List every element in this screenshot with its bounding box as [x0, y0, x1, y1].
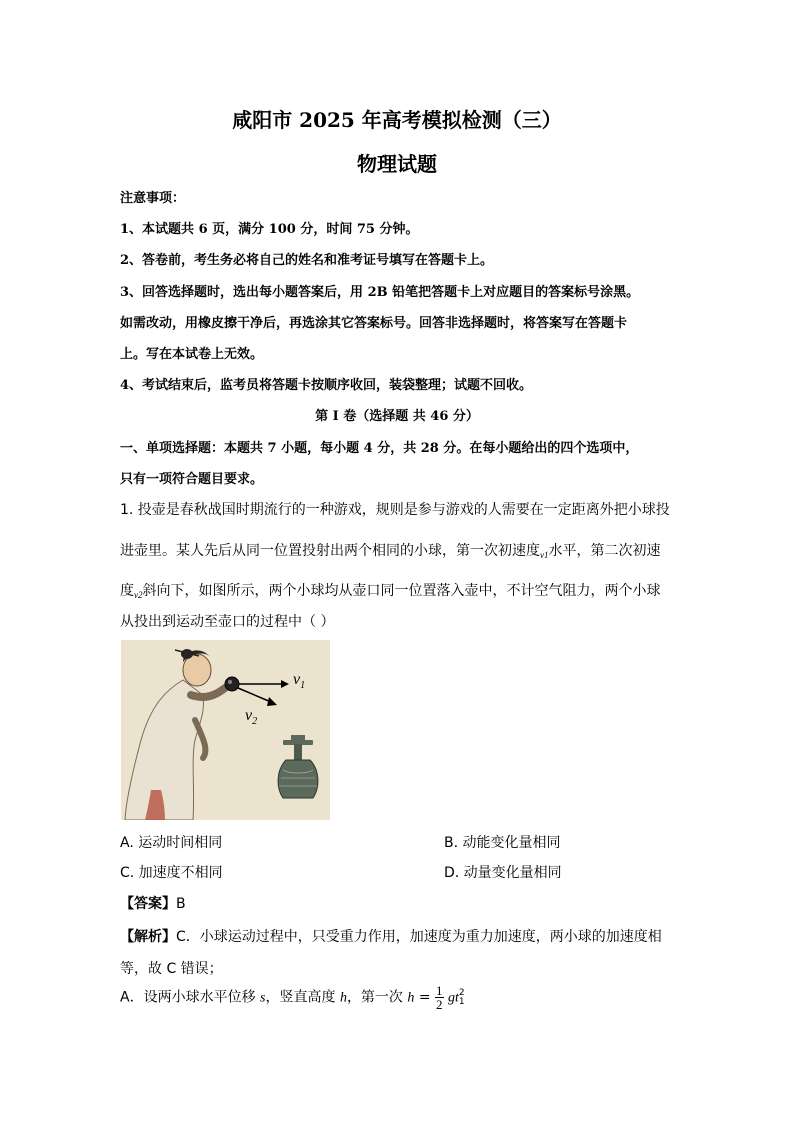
notice-heading: 注意事项：: [120, 191, 186, 206]
option-b: B. 动能变化量相同: [444, 835, 561, 851]
analysis-line-3: A．设两小球水平位移 s，竖直高度 h，第一次 h = $\frac{1}{2}$ gt 2 1: [120, 983, 465, 1012]
touhu-figure: [121, 640, 330, 820]
section-heading-line-1: 一、单项选择题：本题共 7 小题，每小题 4 分，共 28 分。在每小题给出的四个选项中，: [120, 441, 639, 456]
notice-item-3-line-3: 上。写在本试卷上无效。: [120, 347, 264, 362]
fraction-one-half: $\frac{1}{2}$: [436, 983, 443, 1012]
analysis-line-1: 【解析】C．小球运动过程中，只受重力作用，加速度为重力加速度，两小球的加速度相: [120, 929, 662, 945]
question-1-line-4: 从投出到运动至壶口的过程中（ ）: [120, 614, 335, 630]
touhu-vase: [278, 735, 318, 798]
notice-item-3-line-1: 3、回答选择题时，选出每小题答案后，用 2B 铅笔把答题卡上对应题目的答案标号涂黑。: [120, 285, 640, 300]
answer-line: [120, 893, 186, 913]
option-c: C. 加速度不相同: [120, 865, 223, 881]
v2-symbol: v2: [134, 590, 143, 600]
notice-item-2: 2、答卷前，考生务必将自己的姓名和准考证号填写在答题卡上。: [120, 253, 494, 268]
ball-highlight: [228, 680, 232, 684]
touhu-illustration: [121, 640, 330, 820]
notice-item-3-line-2: 如需改动，用橡皮擦干净后，再选涂其它答案标号。回答非选择题时，将答案写在答题卡: [120, 316, 628, 331]
exam-subtitle: 物理试题: [357, 152, 437, 176]
analysis-line-2: 等，故 C 错误；: [120, 961, 223, 977]
answer-label: 【答案】: [120, 896, 176, 912]
v1-arrowhead: [281, 680, 289, 688]
section-title: 第 I 卷（选择题 共 46 分）: [315, 409, 479, 424]
question-1-line-1: 1. 投壶是春秋战国时期流行的一种游戏，规则是参与游戏的人需要在一定距离外把小球投: [120, 502, 670, 518]
section-heading-line-2: 只有一项符合题目要求。: [120, 472, 264, 487]
v2-arrow: [238, 688, 271, 702]
person-robe: [125, 680, 204, 820]
person-lower-arm: [195, 720, 205, 758]
option-a: A. 运动时间相同: [120, 835, 223, 851]
v2-label: $v_2$: [245, 707, 258, 727]
exam-title: 咸阳市 2025 年高考模拟检测（三）: [232, 108, 562, 132]
question-1-line-2: 进壶里。某人先后从同一位置投射出两个相同的小球，第一次初速度$_{v1}$水平，第二次初速: [120, 543, 661, 560]
v2-arrowhead: [267, 697, 277, 706]
question-1-line-3: 度$_{v2}$斜向下，如图所示，两个小球均从壶口同一位置落入壶中，不计空气阻力，两个小球: [120, 583, 661, 600]
analysis-label: 【解析】: [120, 929, 176, 945]
v1-label: $v_1$: [293, 671, 306, 691]
option-d: D. 动量变化量相同: [444, 865, 562, 881]
notice-item-4: 4、考试结束后，监考员将答题卡按顺序收回，装袋整理；试题不回收。: [120, 378, 533, 393]
answer-value: B: [176, 896, 186, 912]
ball: [225, 677, 239, 691]
v1-symbol: v1: [540, 550, 549, 560]
notice-item-1: 1、本试题共 6 页，满分 100 分，时间 75 分钟。: [120, 222, 419, 237]
